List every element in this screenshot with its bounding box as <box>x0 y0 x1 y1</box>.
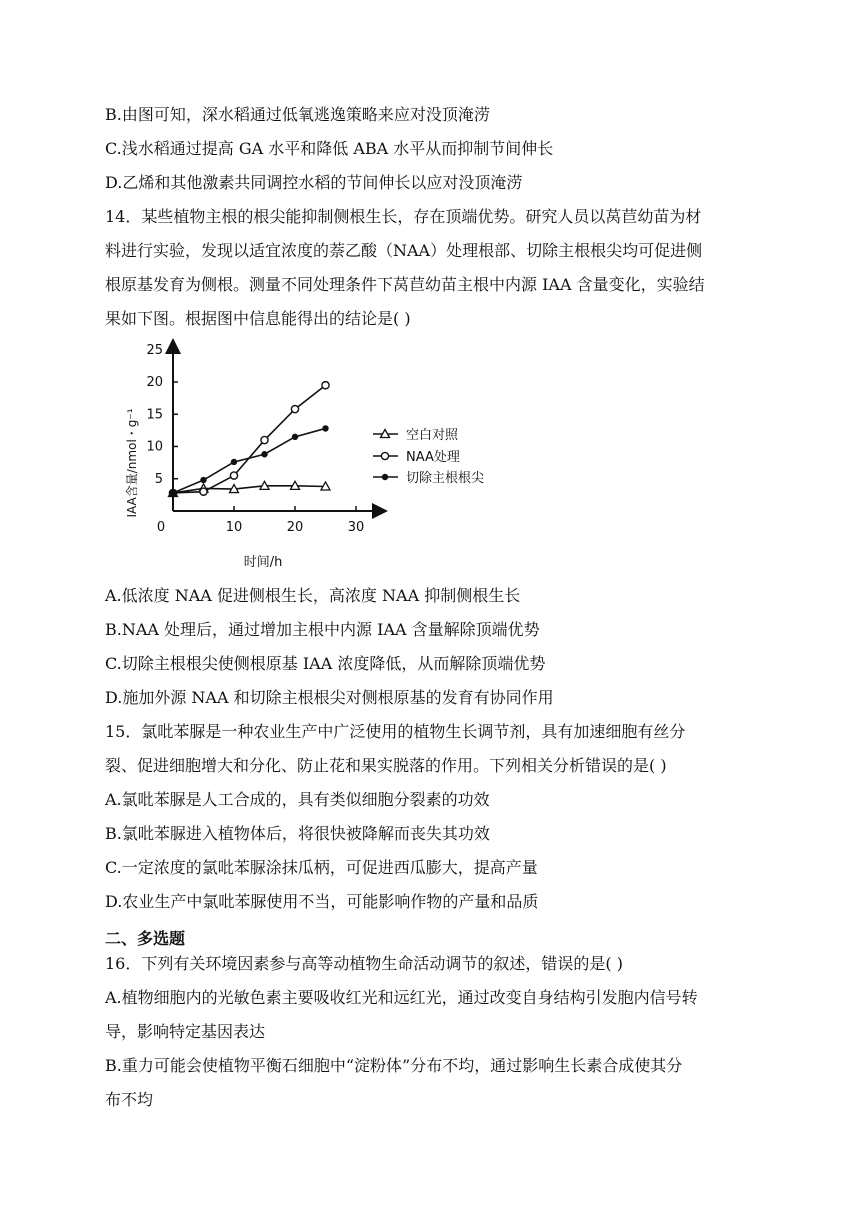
series-2 <box>169 382 329 497</box>
y-tick-label: 15 <box>146 407 163 423</box>
series-line <box>173 428 326 493</box>
data-point <box>170 490 176 496</box>
y-axis-label: IAA含量/nmol・g⁻¹ <box>125 408 139 518</box>
data-point <box>291 405 298 412</box>
q14-option-b: B.NAA 处理后，通过增加主根中内源 IAA 含量解除顶端优势 <box>105 620 540 639</box>
chart-legend <box>373 427 484 486</box>
q15-option-a: A.氯吡苯脲是人工合成的，具有类似细胞分裂素的功效 <box>105 790 490 809</box>
q14-option-d: D.施加外源 NAA 和切除主根根尖对侧根原基的发育有协同作用 <box>105 688 554 707</box>
series-line <box>173 385 326 493</box>
legend-item-1 <box>373 427 459 443</box>
q13-option-d: D.乙烯和其他激素共同调控水稻的节间伸长以应对没顶淹涝 <box>105 173 523 192</box>
q15-option-d: D.农业生产中氯吡苯脲使用不当，可能影响作物的产量和品质 <box>105 892 539 911</box>
data-point <box>322 425 328 431</box>
data-point <box>200 477 206 483</box>
data-point <box>292 434 298 440</box>
data-point <box>231 459 237 465</box>
q16-option-a-line-1: A.植物细胞内的光敏色素主要吸收红光和远红光，通过改变自身结构引发胞内信号转 <box>105 988 698 1007</box>
q15-option-c: C.一定浓度的氯吡苯脲涂抹瓜柄，可促进西瓜膨大，提高产量 <box>105 858 538 877</box>
q16-stem: 16．下列有关环境因素参与高等动植物生命活动调节的叙述，错误的是( ) <box>105 954 623 973</box>
iaa-line-chart <box>118 338 518 578</box>
x-tick-label: 30 <box>347 520 365 535</box>
q16-option-b-line-1: B.重力可能会使植物平衡石细胞中“淀粉体”分布不均，通过影响生长素合成使其分 <box>105 1056 683 1075</box>
q14-stem-line-4: 果如下图。根据图中信息能得出的结论是( ) <box>105 309 411 328</box>
data-point <box>261 436 268 443</box>
legend-marker <box>381 452 388 459</box>
section-heading: 二、多选题 <box>105 929 186 948</box>
legend-label: 空白对照 <box>406 428 459 443</box>
q13-option-c: C.浅水稻通过提高 GA 水平和降低 ABA 水平从而抑制节间伸长 <box>105 139 554 158</box>
chart-ticks <box>146 343 364 535</box>
series-1 <box>169 481 331 496</box>
x-tick-label: 10 <box>225 520 243 535</box>
y-tick-label: 25 <box>146 342 163 358</box>
data-point <box>230 472 237 479</box>
q15-stem-line-2: 裂、促进细胞增大和分化、防止花和果实脱落的作用。下列相关分析错误的是( ) <box>105 756 667 775</box>
q14-stem-line-2: 料进行实验，发现以适宜浓度的萘乙酸（NAA）处理根部、切除主根根尖均可促进侧 <box>105 241 703 260</box>
y-tick-label: 10 <box>146 439 163 455</box>
q15-stem-line-1: 15．氯吡苯脲是一种农业生产中广泛使用的植物生长调节剂，具有加速细胞有丝分 <box>105 722 686 741</box>
q14-stem-line-3: 根原基发育为侧根。测量不同处理条件下莴苣幼苗主根中内源 IAA 含量变化，实验结 <box>105 275 705 294</box>
data-point <box>261 451 267 457</box>
data-point <box>322 382 329 389</box>
q13-option-b: B.由图可知，深水稻通过低氧逃逸策略来应对没顶淹涝 <box>105 105 490 124</box>
q16-option-a-line-2: 导，影响特定基因表达 <box>105 1022 266 1041</box>
q15-option-b: B.氯吡苯脲进入植物体后，将很快被降解而丧失其功效 <box>105 824 490 843</box>
data-point <box>200 488 207 495</box>
y-tick-label: 20 <box>146 375 163 390</box>
x-tick-label: 0 <box>156 520 166 535</box>
y-tick-label: 5 <box>154 471 163 487</box>
q14-option-a: A.低浓度 NAA 促进侧根生长，高浓度 NAA 抑制侧根生长 <box>105 586 521 605</box>
q14-option-c: C.切除主根根尖使侧根原基 IAA 浓度降低，从而解除顶端优势 <box>105 654 546 673</box>
chart-series <box>169 382 331 497</box>
legend-item-3 <box>373 470 484 486</box>
q14-stem-line-1: 14．某些植物主根的根尖能抑制侧根生长，存在顶端优势。研究人员以莴苣幼苗为材 <box>105 207 702 226</box>
q16-option-b-line-2: 布不均 <box>105 1090 154 1109</box>
x-axis-label: 时间/h <box>243 555 283 570</box>
legend-marker <box>382 474 388 480</box>
legend-label: NAA处理 <box>406 450 460 465</box>
legend-label: 切除主根根尖 <box>406 471 485 486</box>
x-tick-label: 20 <box>286 520 304 535</box>
legend-item-2 <box>373 449 460 465</box>
